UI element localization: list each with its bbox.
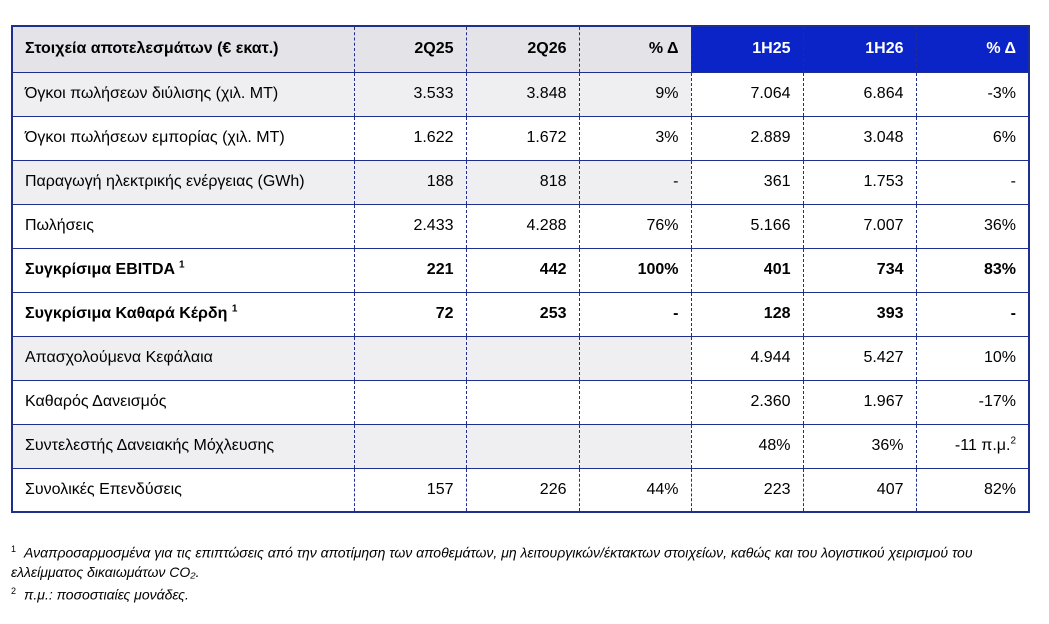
- value-cell: [691, 468, 803, 512]
- value-cell: [803, 468, 916, 512]
- row-label: Συνολικές Επενδύσεις: [25, 480, 182, 498]
- cell-value: -: [673, 173, 679, 190]
- table-row: [12, 248, 1029, 292]
- value-cell: [691, 292, 803, 336]
- value-cell: [354, 336, 466, 380]
- value-cell: [579, 424, 691, 468]
- value-cell: [466, 116, 579, 160]
- cell-value: 7.007: [863, 217, 904, 234]
- value-cell: [803, 248, 916, 292]
- value-cell: [803, 116, 916, 160]
- cell-value: 36%: [871, 437, 904, 454]
- value-cell: [466, 160, 579, 204]
- value-cell: [579, 468, 691, 512]
- row-label: Συγκρίσιμα EBITDA: [25, 261, 175, 278]
- footnote-ref: 2: [1010, 435, 1016, 447]
- value-cell: [466, 72, 579, 116]
- cell-value: 76%: [646, 217, 679, 234]
- value-cell: [579, 292, 691, 336]
- cell-value: -17%: [978, 393, 1016, 410]
- cell-value: 734: [876, 261, 904, 278]
- cell-value: 3%: [655, 129, 679, 146]
- cell-value: 1.622: [413, 129, 454, 146]
- row-label: Πωλήσεις: [25, 217, 94, 234]
- table-row: [12, 204, 1029, 248]
- value-cell: [579, 336, 691, 380]
- value-cell: [803, 380, 916, 424]
- cell-value: 3.533: [413, 85, 454, 102]
- value-cell: [691, 380, 803, 424]
- row-label-cell: [12, 116, 354, 160]
- cell-value: 401: [763, 261, 791, 278]
- cell-value: 2.433: [413, 217, 454, 234]
- cell-value: 82%: [983, 480, 1016, 498]
- footnotes: [11, 540, 1041, 604]
- value-cell: [691, 160, 803, 204]
- row-label-cell: [12, 336, 354, 380]
- value-cell: [579, 380, 691, 424]
- row-label-cell: [12, 72, 354, 116]
- cell-value: 5.427: [863, 349, 904, 366]
- cell-value: 407: [876, 480, 904, 498]
- value-cell: [916, 292, 1029, 336]
- cell-value: 223: [763, 480, 791, 498]
- value-cell: [579, 116, 691, 160]
- value-cell: [466, 380, 579, 424]
- table-header-row: [12, 26, 1029, 72]
- value-cell: [579, 72, 691, 116]
- value-cell: [916, 424, 1029, 468]
- value-cell: [803, 204, 916, 248]
- footnote-2-marker: 2: [11, 585, 17, 596]
- header-2q26: 2Q26: [466, 26, 579, 72]
- value-cell: [579, 160, 691, 204]
- value-cell: [466, 336, 579, 380]
- value-cell: [916, 72, 1029, 116]
- value-cell: [916, 160, 1029, 204]
- value-cell: [916, 116, 1029, 160]
- value-cell: [916, 204, 1029, 248]
- value-cell: [691, 116, 803, 160]
- cell-value: 3.048: [863, 129, 904, 146]
- cell-value: 9%: [655, 85, 679, 102]
- row-label: Όγκοι πωλήσεων εμπορίας (χιλ. ΜΤ): [25, 129, 285, 146]
- table-row: [12, 292, 1029, 336]
- row-label-cell: [12, 160, 354, 204]
- value-cell: [579, 248, 691, 292]
- cell-value: 83%: [983, 261, 1016, 278]
- cell-value: 221: [426, 261, 454, 278]
- cell-value: 188: [426, 173, 454, 190]
- value-cell: [466, 292, 579, 336]
- results-table-container: [11, 25, 1028, 513]
- cell-value: 5.166: [750, 217, 791, 234]
- footnote-2-text: π.μ.: ποσοστιαίες μονάδες.: [24, 586, 189, 603]
- cell-value: 1.967: [863, 393, 904, 410]
- cell-value: 1.672: [526, 129, 567, 146]
- value-cell: [354, 424, 466, 468]
- value-cell: [916, 468, 1029, 512]
- cell-value: 157: [426, 480, 454, 498]
- cell-value: 442: [539, 261, 567, 278]
- row-label-cell: [12, 292, 354, 336]
- value-cell: [691, 248, 803, 292]
- table-row: [12, 116, 1029, 160]
- cell-value: -11 π.μ.: [954, 437, 1011, 454]
- footnote-ref: 1: [178, 259, 185, 271]
- value-cell: [466, 468, 579, 512]
- table-row: [12, 468, 1029, 512]
- cell-value: 100%: [637, 261, 679, 278]
- row-label: Όγκοι πωλήσεων διύλισης (χιλ. ΜΤ): [25, 85, 279, 102]
- header-1h25: 1H25: [691, 26, 803, 72]
- cell-value: 6%: [992, 129, 1016, 146]
- header-label: Στοιχεία αποτελεσμάτων (€ εκατ.): [12, 26, 354, 72]
- cell-value: 10%: [983, 349, 1016, 366]
- value-cell: [354, 160, 466, 204]
- row-label-cell: [12, 204, 354, 248]
- cell-value: 48%: [758, 437, 791, 454]
- footnote-1-marker: 1: [11, 544, 17, 554]
- value-cell: [354, 248, 466, 292]
- cell-value: 6.864: [863, 85, 904, 102]
- cell-value: -: [1010, 305, 1016, 322]
- value-cell: [466, 248, 579, 292]
- value-cell: [354, 204, 466, 248]
- row-label-cell: [12, 424, 354, 468]
- value-cell: [354, 380, 466, 424]
- cell-value: 1.753: [863, 173, 904, 190]
- value-cell: [354, 72, 466, 116]
- cell-value: 226: [539, 480, 567, 498]
- value-cell: [803, 292, 916, 336]
- value-cell: [354, 468, 466, 512]
- value-cell: [916, 380, 1029, 424]
- row-label-cell: [12, 468, 354, 512]
- cell-value: 818: [539, 173, 567, 190]
- value-cell: [803, 160, 916, 204]
- table-row: [12, 336, 1029, 380]
- cell-value: 7.064: [750, 85, 791, 102]
- header-pct-change-quarter: % Δ: [579, 26, 691, 72]
- cell-value: 72: [435, 305, 454, 322]
- cell-value: 2.360: [750, 393, 791, 410]
- cell-value: 3.848: [526, 85, 567, 102]
- value-cell: [803, 72, 916, 116]
- row-label: Παραγωγή ηλεκτρικής ενέργειας (GWh): [25, 173, 305, 190]
- cell-value: 4.288: [526, 217, 567, 234]
- value-cell: [916, 336, 1029, 380]
- value-cell: [354, 292, 466, 336]
- value-cell: [466, 424, 579, 468]
- cell-value: -: [673, 305, 679, 322]
- header-2q25: 2Q25: [354, 26, 466, 72]
- row-label: Συγκρίσιμα Καθαρά Κέρδη: [25, 305, 228, 322]
- table-row: [12, 380, 1029, 424]
- table-row: [12, 160, 1029, 204]
- table-body: [12, 72, 1029, 512]
- results-table: [11, 25, 1030, 513]
- value-cell: [579, 204, 691, 248]
- cell-value: 2.889: [750, 129, 791, 146]
- value-cell: [803, 336, 916, 380]
- value-cell: [803, 424, 916, 468]
- value-cell: [466, 204, 579, 248]
- cell-value: -3%: [987, 85, 1016, 102]
- value-cell: [691, 204, 803, 248]
- footnote-1-text: Αναπροσαρμοσμένα για τις επιπτώσεις από την αποτίμηση των αποθεμάτων, μη λειτουργικών/έκτακτων στοιχείων, καθώς και του λογιστικού χειρισμού του ελλείμματος δικαιωμάτων CO₂.: [11, 544, 973, 580]
- value-cell: [691, 72, 803, 116]
- row-label: Απασχολούμενα Κεφάλαια: [25, 349, 213, 366]
- footnote-ref: 1: [231, 303, 238, 315]
- value-cell: [691, 336, 803, 380]
- cell-value: 4.944: [750, 349, 791, 366]
- row-label: Συντελεστής Δανειακής Μόχλευσης: [25, 437, 275, 454]
- header-1h26: 1H26: [803, 26, 916, 72]
- row-label-cell: [12, 380, 354, 424]
- cell-value: 253: [539, 305, 567, 322]
- cell-value: 128: [763, 305, 791, 322]
- footnote-1: [11, 540, 1041, 582]
- cell-value: 36%: [983, 217, 1016, 234]
- row-label-cell: [12, 248, 354, 292]
- value-cell: [916, 248, 1029, 292]
- cell-value: -: [1010, 173, 1016, 190]
- value-cell: [354, 116, 466, 160]
- table-row: [12, 424, 1029, 468]
- table-row: [12, 72, 1029, 116]
- footnote-2: [11, 582, 1041, 605]
- cell-value: 393: [876, 305, 904, 322]
- cell-value: 44%: [646, 480, 679, 498]
- cell-value: 361: [763, 173, 791, 190]
- value-cell: [691, 424, 803, 468]
- header-pct-change-half: % Δ: [916, 26, 1029, 72]
- row-label: Καθαρός Δανεισμός: [25, 393, 167, 410]
